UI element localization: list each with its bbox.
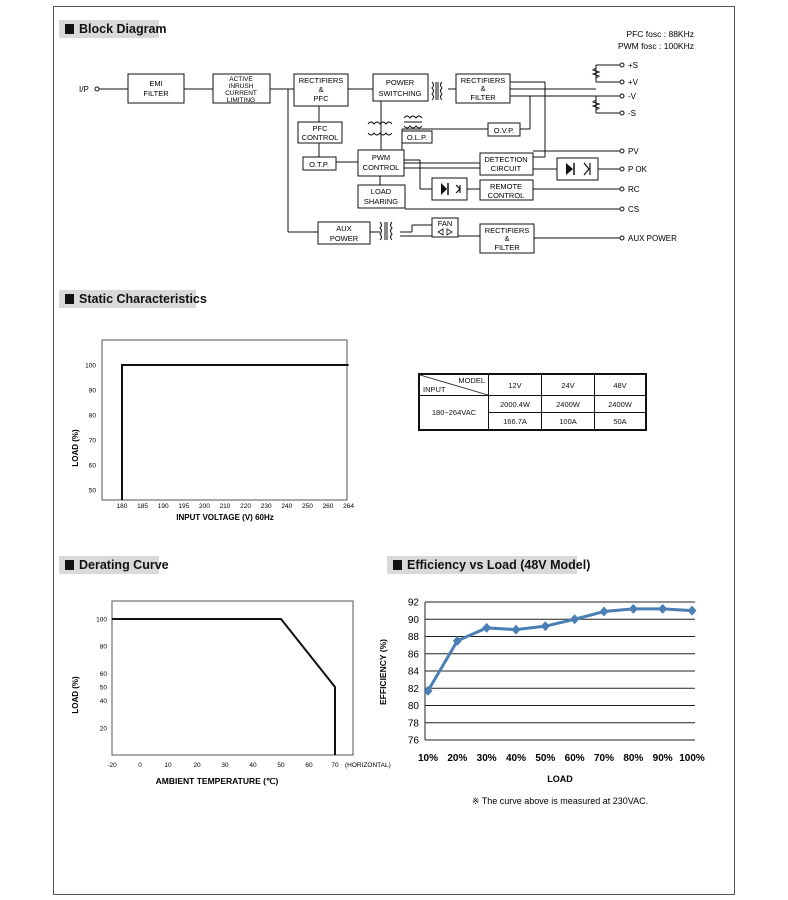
- derating-x-tick: 70: [331, 762, 339, 769]
- block-text: CURRENT: [225, 90, 257, 97]
- block-text: RECTIFIERS: [460, 76, 506, 85]
- block-text: PWM: [371, 153, 391, 162]
- efficiency-ylabel: EFFICIENCY (%): [378, 639, 388, 705]
- efficiency-x-tick: 70%: [593, 753, 615, 764]
- derating-ylabel: LOAD (%): [71, 676, 80, 714]
- static-y-tick: 60: [88, 462, 96, 470]
- static-x-tick: 195: [178, 503, 190, 510]
- static-x-tick: 200: [198, 503, 210, 510]
- efficiency-x-tick: 60%: [564, 753, 585, 764]
- derating-marks: [96, 617, 339, 770]
- derating-x-tick: 50: [277, 762, 285, 769]
- static-x-tick: 185: [137, 503, 149, 510]
- efficiency-x-tick: 20%: [447, 753, 468, 764]
- derating-y-tick: 100: [96, 616, 107, 624]
- derating-y-tick: 50: [99, 684, 107, 692]
- efficiency-point: [658, 604, 667, 614]
- block-text: RECTIFIERS: [298, 76, 344, 85]
- efficiency-point: [541, 621, 550, 631]
- efficiency-x-tick: 50%: [535, 753, 556, 764]
- spec-table: [419, 374, 646, 430]
- block-text: CONTROL: [301, 133, 339, 142]
- output-terminals: [620, 63, 624, 240]
- transformer-icon: [432, 82, 442, 100]
- block-diagram: [0, 0, 788, 260]
- block-power-switching: [373, 74, 428, 101]
- block-text: FILTER: [470, 93, 496, 102]
- block-emi-filter: [128, 74, 184, 103]
- block-text: POWER: [329, 234, 359, 243]
- static-x-tick: 264: [343, 503, 355, 510]
- bullet-square-icon: [65, 560, 74, 570]
- efficiency-point: [570, 614, 579, 624]
- efficiency-y-tick: 92: [407, 597, 419, 609]
- block-text: FILTER: [494, 243, 520, 252]
- out-plus-v: +V: [628, 78, 639, 87]
- efficiency-x-tick: 100%: [679, 753, 705, 764]
- efficiency-y-tick: 88: [407, 632, 419, 643]
- section-title-text: Efficiency vs Load (48V Model): [407, 558, 591, 572]
- block-rectifiers-filter-aux: [480, 224, 534, 253]
- static-y-tick: 80: [88, 412, 96, 420]
- block-text: SWITCHING: [378, 89, 422, 98]
- derating-x-tick: 30: [221, 762, 229, 769]
- output-labels: [628, 61, 677, 243]
- block-text: LOAD: [370, 187, 392, 196]
- efficiency-y-tick: 78: [407, 718, 419, 730]
- out-pok: P OK: [628, 165, 647, 174]
- out-aux-power: AUX POWER: [628, 234, 677, 243]
- derating-series-line: [112, 619, 335, 755]
- efficiency-y-tick: 82: [407, 683, 419, 695]
- spec-model-label: MODEL: [458, 376, 485, 385]
- efficiency-point: [512, 625, 521, 635]
- section-title-efficiency: [387, 556, 591, 574]
- block-rectifiers-filter: [456, 74, 510, 103]
- spec-power-48v: 2400W: [595, 396, 646, 413]
- static-x-tick: 180: [116, 503, 128, 510]
- static-x-tick: 250: [301, 503, 313, 510]
- block-rectifiers-pfc: [294, 74, 348, 106]
- pfc-fosc: PFC fosc : 88KHz: [626, 29, 694, 39]
- static-ylabel: LOAD (%): [71, 429, 80, 467]
- efficiency-chart: [370, 590, 710, 830]
- pwm-fosc: PWM fosc : 100KHz: [617, 41, 694, 51]
- efficiency-y-tick: 84: [407, 666, 419, 678]
- optocoupler-icon: [432, 178, 467, 200]
- block-text: O.L.P.: [406, 133, 428, 142]
- spec-power-24v: 2400W: [542, 396, 595, 413]
- block-text: PFC: [313, 94, 329, 103]
- block-detection-circuit: [480, 153, 533, 175]
- out-pv: PV: [628, 147, 639, 156]
- efficiency-x-tick: 30%: [476, 753, 497, 764]
- efficiency-y-tick: 80: [407, 701, 419, 712]
- efficiency-series-line: [428, 609, 692, 691]
- static-y-tick: 100: [85, 362, 96, 370]
- block-text: POWER: [385, 78, 415, 87]
- static-marks: [85, 363, 354, 511]
- section-title-text: Static Characteristics: [79, 292, 207, 306]
- out-cs: CS: [628, 205, 640, 214]
- efficiency-x-tick: 80%: [623, 753, 644, 764]
- block-otp: [303, 157, 336, 170]
- static-chart: [60, 330, 360, 530]
- spec-current-24v: 100A: [542, 413, 595, 430]
- static-y-tick: 70: [88, 437, 96, 445]
- block-pwm-control: [358, 150, 404, 176]
- section-title-static: [59, 290, 207, 308]
- block-text: CIRCUIT: [490, 164, 522, 173]
- derating-x-tick: 20: [193, 762, 201, 769]
- block-load-sharing: [358, 185, 405, 208]
- block-text: LIMITING: [226, 97, 256, 104]
- out-plus-s: +S: [628, 61, 639, 70]
- bullet-square-icon: [65, 294, 74, 304]
- derating-x-tick: 10: [164, 762, 172, 769]
- out-minus-s: -S: [628, 109, 636, 118]
- static-series-line: [122, 365, 349, 500]
- block-text: CONTROL: [487, 191, 525, 200]
- efficiency-y-tick: 86: [407, 649, 419, 661]
- block-inrush: [213, 74, 270, 104]
- block-text: O.T.P.: [309, 160, 329, 169]
- derating-chart: [60, 590, 400, 810]
- block-aux-power: [318, 222, 370, 244]
- efficiency-point: [482, 623, 491, 633]
- optocoupler-icon: [557, 158, 598, 180]
- efficiency-x-tick: 10%: [417, 753, 439, 764]
- block-pfc-control: [298, 122, 342, 143]
- section-title-text: Derating Curve: [79, 558, 169, 572]
- static-x-tick: 210: [219, 503, 231, 510]
- efficiency-y-tick: 76: [407, 735, 419, 747]
- static-xlabel: INPUT VOLTAGE (V) 60Hz: [176, 513, 274, 522]
- derating-x-tick: 40: [249, 762, 257, 769]
- derating-x-tick: -20: [107, 762, 117, 769]
- block-text: &: [318, 85, 324, 94]
- block-text: AUX: [336, 224, 352, 233]
- derating-x-note: (HORIZONTAL): [345, 762, 391, 769]
- ip-label: I/P: [79, 85, 89, 94]
- efficiency-x-tick: 40%: [505, 753, 527, 764]
- static-y-tick: 50: [88, 487, 96, 495]
- block-remote-control: [480, 180, 533, 200]
- efficiency-x-tick: 90%: [652, 753, 673, 764]
- derating-y-tick: 60: [99, 670, 107, 678]
- block-text: EMI: [149, 79, 163, 88]
- spec-model-12v: 12V: [489, 375, 542, 396]
- efficiency-xlabel: LOAD: [547, 774, 573, 784]
- static-x-tick: 230: [260, 503, 272, 510]
- section-title-text: Block Diagram: [79, 22, 167, 36]
- spec-power-12v: 2000.4W: [489, 396, 542, 413]
- block-fan: [432, 218, 458, 237]
- spec-current-12v: 166.7A: [489, 413, 542, 430]
- static-x-tick: 190: [157, 503, 169, 510]
- block-text: INRUSH: [228, 83, 254, 90]
- block-text: DETECTION: [484, 155, 528, 164]
- derating-chart-border: [112, 601, 353, 755]
- static-x-tick: 220: [240, 503, 252, 510]
- block-text: O.V.P.: [493, 126, 515, 135]
- block-text: FILTER: [143, 89, 169, 98]
- derating-x-tick: 0: [138, 762, 142, 769]
- block-text: &: [480, 84, 486, 93]
- derating-x-tick: 60: [305, 762, 313, 769]
- out-rc: RC: [628, 185, 640, 194]
- spec-model-24v: 24V: [542, 375, 595, 396]
- efficiency-point: [600, 606, 609, 616]
- block-ovp: [488, 123, 520, 136]
- spec-header-corner: [420, 375, 489, 396]
- aux-transformer-icon: [380, 222, 392, 240]
- spec-input-label: INPUT: [423, 385, 446, 394]
- out-minus-v: -V: [628, 92, 636, 101]
- derating-y-tick: 40: [99, 698, 107, 706]
- block-text: CONTROL: [362, 163, 400, 172]
- block-olp: [402, 131, 432, 143]
- spec-input-range: 180~264VAC: [420, 396, 489, 430]
- efficiency-note: ※ The curve above is measured at 230VAC.: [471, 796, 649, 806]
- static-x-tick: 240: [281, 503, 293, 510]
- derating-y-tick: 80: [99, 643, 107, 651]
- derating-y-tick: 20: [99, 725, 107, 733]
- efficiency-marks: [408, 598, 705, 765]
- efficiency-point: [629, 604, 638, 614]
- block-text: RECTIFIERS: [484, 226, 530, 235]
- block-text: ACTIVE: [229, 76, 253, 83]
- block-text: PFC: [312, 124, 328, 133]
- block-text: SHARING: [363, 197, 399, 206]
- efficiency-y-tick: 90: [407, 614, 419, 626]
- derating-xlabel: AMBIENT TEMPERATURE (℃): [155, 776, 279, 786]
- static-x-tick: 260: [322, 503, 334, 510]
- spec-current-48v: 50A: [595, 413, 646, 430]
- block-text: &: [504, 234, 510, 243]
- spec-model-48v: 48V: [595, 375, 646, 396]
- block-text: REMOTE: [489, 182, 523, 191]
- static-y-tick: 90: [88, 387, 96, 395]
- section-title-derating: [59, 556, 169, 574]
- bullet-square-icon: [393, 560, 402, 570]
- efficiency-point: [688, 606, 697, 616]
- block-text: FAN: [437, 219, 453, 228]
